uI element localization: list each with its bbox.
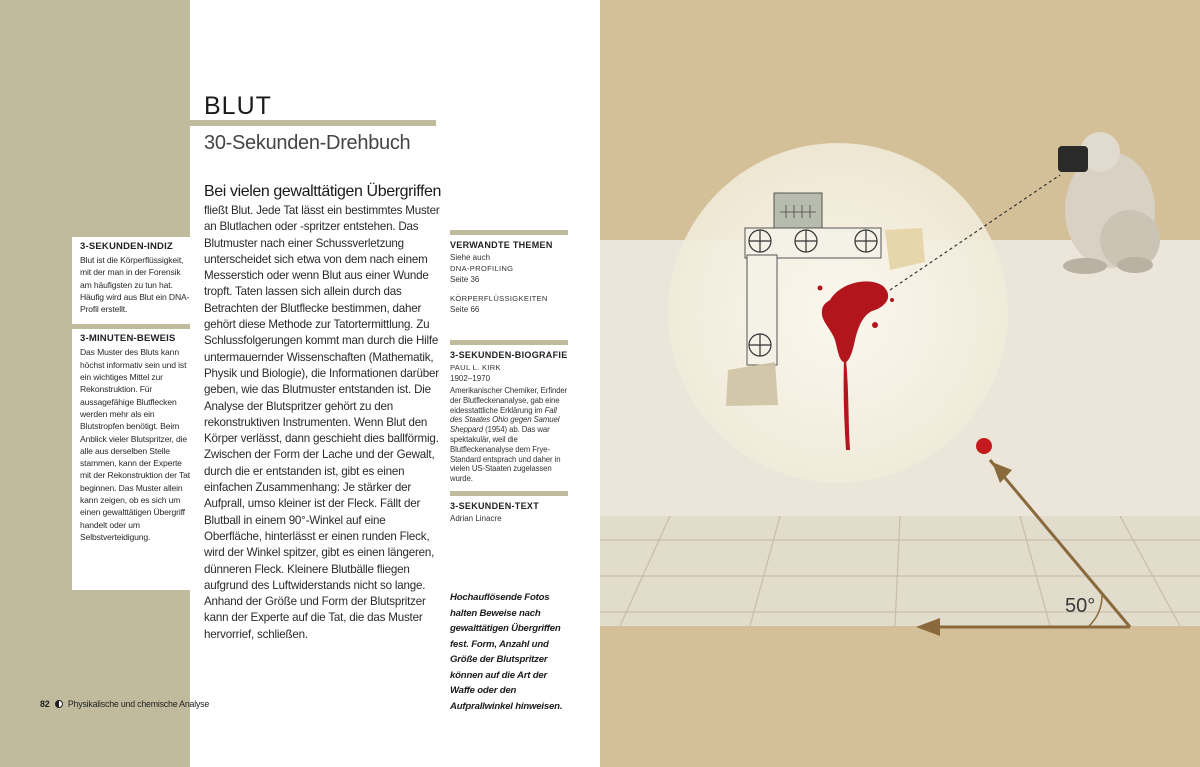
page-number: 82 <box>40 699 50 709</box>
page-footer <box>40 699 209 709</box>
related-item-page: Seite 36 <box>450 275 480 284</box>
ruler-scale <box>774 193 822 233</box>
biography <box>450 340 568 484</box>
related-item-name: KÖRPERFLÜSSIGKEITEN <box>450 294 548 303</box>
camera-icon <box>1058 146 1088 172</box>
sidebar-rule <box>72 232 190 237</box>
sidebar-rule <box>72 324 190 329</box>
vertical-ruler <box>747 255 777 365</box>
sidebar-indiz-text: Blut ist die Körperflüssigkeit, mit der man in der Forensik am häufigsten zu tun hat. Häufig wird aus Blut ein DNA-Profil erstellt. <box>80 255 190 315</box>
section-name: Physikalische und chemische Analyse <box>67 699 210 709</box>
article-body: fließt Blut. Jede Tat lässt ein bestimmtes Muster an Blutlachen oder -spritzer entstehen. Das Blutmuster nach einer Schussverletzung unterscheidet sich etwa von dem nach einem Messerstich oder wenn Blut aus einer Wunde tropft. Taten lassen sich allein durch das Betrachten der Blutflecke bestimmen, daher gehört diese Methode zur Tatortermittlung. Zu Schlussfolgerungen kommt man durch die Hilfe untermauernder Wissenschaften (Mathematik, Physik und Biologie), die Informationen darüber geben, wie das Blutmuster entstanden ist. Die Analyse der Blutspritzer gehört zu den rekonstruktiven Instrumenten. Wenn Blut den Körper verlässt, dann geschieht dies ballförmig. Zwischen der Form der Lache und der Gewalt, durch die er entstanden ist, gibt es einen einfachen Zusammenhang: Je stärker der Aufprall, umso kleiner ist der Fleck. Fällt der Blutball in einem 90°-Winkel auf eine Oberfläche, hinterlässt er einen runden Fleck, wird der Winkel spitzer, gibt es einen längeren, dünneren Fleck. Kleinere Blutbälle fliegen aufgrund des Luftwiderstands nicht so lange. Anhand der Größe und Form der Blutspritzer kann der Experte auf die Tat, die das Muster hervorrief, schließen. <box>204 204 440 641</box>
angle-label: 50° <box>1065 595 1096 617</box>
biography-rule <box>450 340 568 345</box>
biography-text <box>450 386 568 484</box>
biography-heading: 3-SEKUNDEN-BIOGRAFIE <box>450 350 568 360</box>
article-lead: Bei vielen gewalttätigen Übergriffen <box>204 183 442 200</box>
related-item-page: Seite 66 <box>450 305 480 314</box>
related-topics <box>450 230 568 315</box>
sidebar-indiz-heading: 3-SEKUNDEN-INDIZ <box>80 241 173 252</box>
text-credit <box>450 491 568 524</box>
credit-author: Adrian Linacre <box>450 514 502 523</box>
related-item-name: DNA-PROFILING <box>450 264 514 273</box>
sidebar-indiz <box>80 232 190 315</box>
see-also-label: Siehe auch <box>450 253 491 262</box>
floor <box>600 516 1200 626</box>
title-rule <box>190 120 436 126</box>
main-article <box>204 181 442 643</box>
related-heading: VERWANDTE THEMEN <box>450 240 553 250</box>
image-caption: Hochauflösende Fotos halten Beweise nach gewalttätigen Übergriffen fest. Form, Anzahl und Größe der Blutspritzer können auf die Art der Waffe oder den Aufprallwinkel hinweisen. <box>450 592 563 712</box>
half-circle-icon <box>55 700 63 708</box>
red-dot <box>976 438 992 454</box>
illustration <box>600 0 1200 767</box>
sidebar-beweis <box>80 324 190 543</box>
related-rule <box>450 230 568 235</box>
sidebar-panel <box>72 232 190 590</box>
illustration-svg <box>600 0 1200 767</box>
page-subtitle: 30-Sekunden-Drehbuch <box>204 132 411 154</box>
page-title: BLUT <box>204 92 272 120</box>
biography-years: 1902–1970 <box>450 374 491 383</box>
biography-case-name: Fall des Staates Ohio gegen Samuel Sheppard <box>450 405 560 435</box>
sidebar-beweis-heading: 3-MINUTEN-BEWEIS <box>80 333 176 345</box>
sidebar-beweis-text: Das Muster des Bluts kann höchst informativ sein und ist ein wichtiges Mittel zur Rekonstruktion. Für aussagefähige Blutflecken werden mehr als ein Blutstropfen benötigt. Beim Anblick vieler Blutspritzer, die alle aus derselben Stelle stammen, kann der Experte mit der Rekonstruktion der Tat beginnen. Das Muster allein kann zeigen, ob es sich um einen gewalttätigen Übergriff handelt oder um Selbstverteidigung. <box>80 347 190 542</box>
biography-text-end: (1954) ab. Das war spektakulär, weil die Blutfleckenanalyse dem Frye-Standard entsprach und daher in vielen US-Staaten zugelassen wurde. <box>450 425 561 484</box>
credit-rule <box>450 491 568 496</box>
biography-text-start: Amerikanischer Chemiker, Erfinder der Blutfleckenanalyse, gab eine eidesstattliche Erklärung im <box>450 386 568 415</box>
credit-heading: 3-SEKUNDEN-TEXT <box>450 501 540 511</box>
biography-name: PAUL L. KIRK <box>450 363 501 372</box>
